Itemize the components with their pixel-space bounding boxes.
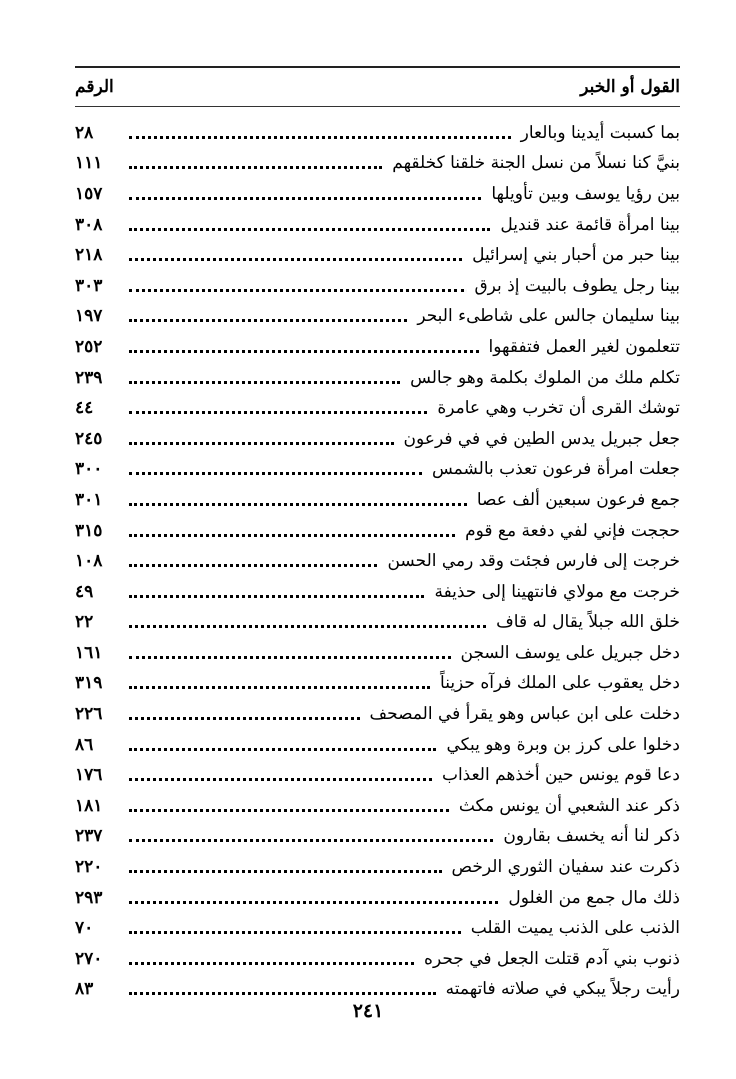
entry-text: توشك القرى أن تخرب وهي عامرة [437, 398, 680, 419]
entry-number: ١٨١ [75, 795, 103, 816]
entry-text: ذلك مال جمع من الغلول [508, 887, 680, 908]
entry-text: بينا رجل يطوف بالبيت إذ برق [474, 275, 680, 296]
dot-leader [129, 962, 414, 965]
entry-text: تتعلمون لغير العمل فتفقهوا [488, 336, 680, 357]
entry-number: ٣٠٠ [75, 459, 103, 480]
entry-text: ذكر عند الشعبي أن يونس مكث [458, 795, 680, 816]
dot-leader [129, 289, 464, 292]
table-header [75, 72, 680, 102]
dot-leader [129, 931, 461, 934]
entry-number: ١٠٨ [75, 551, 103, 572]
entry-text: بين رؤيا يوسف وبين تأويلها [491, 183, 680, 204]
index-entry [75, 546, 680, 577]
entry-number: ٤٩ [75, 581, 94, 602]
index-entry [75, 393, 680, 424]
dot-leader [129, 778, 432, 781]
entry-number: ٧٠ [75, 918, 94, 939]
dot-leader [129, 564, 377, 567]
dot-leader [129, 228, 490, 231]
entry-number: ١٦١ [75, 642, 103, 663]
index-entry [75, 699, 680, 730]
entry-number: ٢٨ [75, 122, 94, 143]
entry-number: ٢٧٠ [75, 948, 103, 969]
page-number: ٢٤١ [352, 1000, 384, 1022]
index-entry [75, 240, 680, 271]
entry-text: تكلم ملك من الملوك بكلمة وهو جالس [410, 367, 680, 388]
entry-text: ذنوب بني آدم قتلت الجعل في جحره [424, 948, 680, 969]
entry-text: بما كسبت أيدينا وبالعار [520, 122, 680, 143]
index-entry [75, 302, 680, 333]
dot-leader [129, 717, 360, 720]
index-entry [75, 638, 680, 669]
entry-number: ١٥٧ [75, 183, 103, 204]
header-rule [75, 106, 680, 107]
entry-number: ١١١ [75, 153, 103, 174]
entry-number: ٣١٩ [75, 673, 103, 694]
entry-text: بينا سليمان جالس على شاطىء البحر [417, 306, 680, 327]
index-entry [75, 791, 680, 822]
dot-leader [129, 166, 382, 169]
index-entry [75, 485, 680, 516]
entry-text: خرجت إلى فارس فجئت وقد رمي الحسن [387, 551, 680, 572]
dot-leader [129, 442, 394, 445]
entry-number: ٢٥٢ [75, 336, 103, 357]
entry-number: ٢٣٩ [75, 367, 103, 388]
index-entry [75, 760, 680, 791]
header-saying-label: القول أو الخبر [580, 77, 680, 97]
entry-text: جعلت امرأة فرعون تعذب بالشمس [431, 459, 680, 480]
dot-leader [129, 197, 481, 200]
index-entry [75, 822, 680, 853]
entry-number: ٢٢٠ [75, 857, 103, 878]
index-entry [75, 516, 680, 547]
index-entry [75, 363, 680, 394]
entry-number: ٢٢ [75, 612, 94, 633]
entry-text: جمع فرعون سبعين ألف عصا [476, 489, 680, 510]
entry-number: ٣٠٨ [75, 214, 103, 235]
index-entry [75, 424, 680, 455]
entry-number: ٨٣ [75, 979, 94, 1000]
dot-leader [129, 656, 451, 659]
dot-leader [129, 748, 436, 751]
entry-text: خلق الله جبلاً يقال له قاف [496, 612, 680, 633]
dot-leader [129, 136, 511, 139]
index-entry [75, 118, 680, 149]
index-entry [75, 455, 680, 486]
index-entry [75, 852, 680, 883]
dot-leader [129, 472, 422, 475]
index-entry [75, 577, 680, 608]
index-entry [75, 730, 680, 761]
entry-text: ذكرت عند سفيان الثوري الرخص [451, 857, 680, 878]
dot-leader [129, 901, 498, 904]
entry-text: حججت فإني لفي دفعة مع قوم [465, 520, 680, 541]
index-entry [75, 271, 680, 302]
entry-number: ٢٩٣ [75, 887, 103, 908]
entry-text: رأيت رجلاً يبكي في صلاته فاتهمته [445, 979, 680, 1000]
entry-text: دخلت على ابن عباس وهو يقرأ في المصحف [369, 704, 680, 725]
entry-text: دعا قوم يونس حين أخذهم العذاب [441, 765, 680, 786]
dot-leader [129, 595, 424, 598]
entry-number: ٤٤ [75, 398, 94, 419]
entry-number: ٢١٨ [75, 245, 103, 266]
dot-leader [129, 319, 407, 322]
dot-leader [129, 686, 430, 689]
entry-text: دخل يعقوب على الملك فرآه حزيناً [440, 673, 680, 694]
top-rule [75, 66, 680, 68]
dot-leader [129, 625, 486, 628]
dot-leader [129, 839, 493, 842]
entry-text: ذكر لنا أنه يخسف بقارون [503, 826, 680, 847]
dot-leader [129, 258, 462, 261]
index-entry [75, 669, 680, 700]
entry-number: ٣١٥ [75, 520, 103, 541]
entry-number: ٢٤٥ [75, 428, 103, 449]
index-entry [75, 149, 680, 180]
entry-text: بينا حبر من أحبار بني إسرائيل [472, 245, 680, 266]
entry-text: الذنب على الذنب يميت القلب [470, 918, 680, 939]
entry-number: ٣٠٣ [75, 275, 103, 296]
dot-leader [129, 350, 479, 353]
dot-leader [129, 411, 427, 414]
index-entry [75, 913, 680, 944]
entry-number: ٢٣٧ [75, 826, 103, 847]
index-entry [75, 210, 680, 241]
index-entry [75, 179, 680, 210]
index-entry [75, 883, 680, 914]
dot-leader [129, 503, 467, 506]
dot-leader [129, 534, 455, 537]
entry-text: بنيَّ كنا نسلاً من نسل الجنة خلقنا كخلقهم [392, 153, 680, 174]
entry-number: ٨٦ [75, 734, 94, 755]
entry-text: جعل جبريل يدس الطين في في فرعون [403, 428, 680, 449]
index-entry [75, 608, 680, 639]
dot-leader [129, 809, 449, 812]
entry-number: ٢٢٦ [75, 704, 103, 725]
index-entry [75, 944, 680, 975]
dot-leader [129, 870, 442, 873]
dot-leader [129, 992, 436, 995]
dot-leader [129, 381, 400, 384]
entry-text: دخلوا على كرز بن وبرة وهو يبكي [446, 734, 680, 755]
entry-number: ١٩٧ [75, 306, 103, 327]
index-entry [75, 332, 680, 363]
index-entries [75, 118, 680, 1005]
entry-text: خرجت مع مولاي فانتهينا إلى حذيفة [434, 581, 680, 602]
header-number-label: الرقم [75, 77, 114, 97]
entry-text: دخل جبريل على يوسف السجن [460, 642, 680, 663]
entry-number: ١٧٦ [75, 765, 103, 786]
entry-number: ٣٠١ [75, 489, 103, 510]
entry-text: بينا امرأة قائمة عند قنديل [500, 214, 680, 235]
